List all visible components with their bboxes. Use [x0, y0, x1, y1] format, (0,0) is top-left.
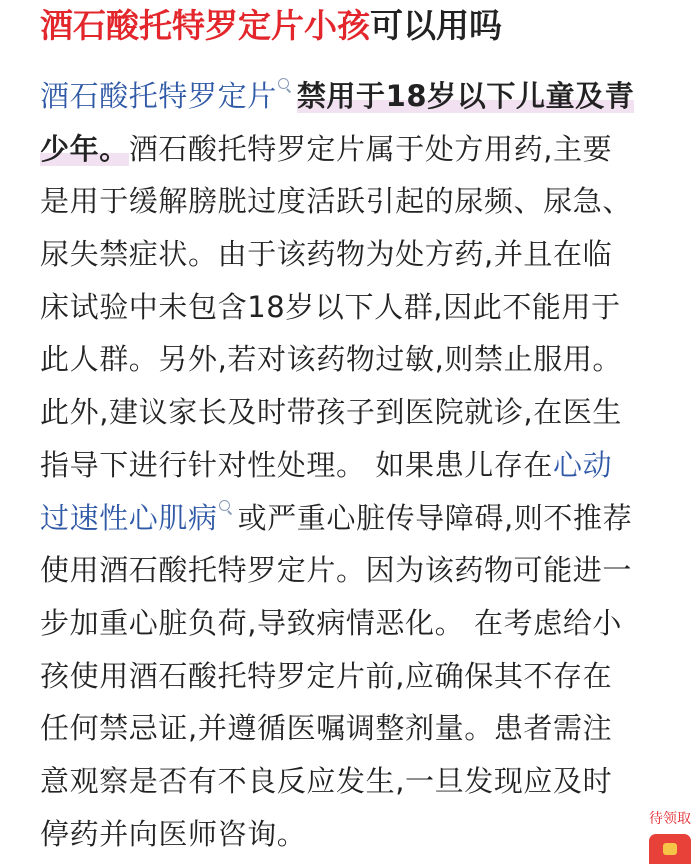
disease-link[interactable]: 心动 — [553, 447, 613, 482]
article-line: 任何禁忌证,并遵循医嘱调整剂量。患者需注 — [40, 711, 613, 746]
article-line: 意观察是否有不良反应发生,一旦发现应及时 — [40, 763, 613, 798]
article-text: 或严重心脏传导障碍,则不推荐 — [237, 500, 633, 535]
article-body — [40, 70, 660, 860]
highlighted-bold-text: 禁用于18岁以下儿童及青 — [296, 79, 635, 113]
disease-link[interactable]: 过速性心肌病 — [40, 500, 218, 535]
article-line: 孩使用酒石酸托特罗定片前,应确保其不存在 — [40, 658, 613, 693]
article-line: 停药并向医师咨询。 — [40, 816, 307, 851]
article-text: 酒石酸托特罗定片属于处方用药,主要 — [128, 131, 613, 166]
article-line — [40, 439, 660, 492]
article-line — [40, 123, 660, 176]
article-text: 指导下进行针对性处理。 如果患儿存在 — [40, 447, 554, 482]
article-line: 此外,建议家长及时带孩子到医院就诊,在医生 — [40, 395, 623, 430]
article-line — [40, 492, 660, 545]
reward-float-button[interactable] — [640, 810, 700, 866]
article-line: 使用酒石酸托特罗定片。因为该药物可能进一 — [40, 553, 633, 588]
article-line — [40, 70, 660, 123]
drug-link[interactable]: 酒石酸托特罗定片 — [40, 79, 277, 113]
title-highlight: 酒石酸托特罗定片小孩 — [40, 6, 370, 45]
highlighted-bold-text: 少年。 — [40, 131, 129, 166]
search-icon[interactable] — [218, 500, 234, 520]
article-line: 步加重心脏负荷,导致病情恶化。 在考虑给小 — [40, 605, 623, 640]
reward-label: 待领取 — [649, 811, 691, 827]
page-title — [40, 4, 502, 48]
search-icon[interactable] — [277, 78, 293, 98]
title-rest: 可以用吗 — [370, 6, 502, 45]
article-line: 是用于缓解膀胱过度活跃引起的尿频、尿急、 — [40, 184, 633, 219]
article-line: 尿失禁症状。由于该药物为处方药,并且在临 — [40, 237, 613, 272]
article-line: 床试验中未包含18岁以下人群,因此不能用于 — [40, 289, 621, 324]
red-envelope-icon — [649, 834, 691, 864]
article-line: 此人群。另外,若对该药物过敏,则禁止服用。 — [40, 342, 623, 377]
